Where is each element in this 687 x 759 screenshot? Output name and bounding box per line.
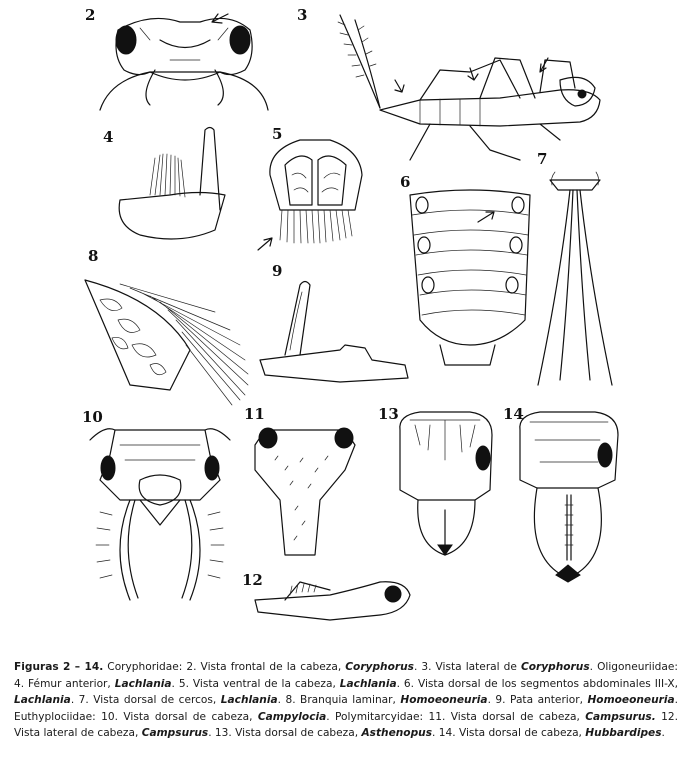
caption-genus-name: Lachlania [114, 677, 172, 690]
caption-text: . 5. Vista ventral de la cabeza, [171, 677, 340, 690]
fig2-frontal-head [100, 14, 268, 110]
caption-genus-name: Asthenopus [361, 727, 433, 739]
caption-text: . Oligoneuriidae: 4. Fémur anterior, [14, 661, 678, 690]
caption-text: . 14. Vista dorsal de cabeza, [432, 727, 586, 739]
fig9-anterior-leg [260, 282, 408, 383]
caption-genus-name: Coryphorus [345, 661, 414, 673]
fig3-lateral-view [338, 15, 600, 160]
caption-genus-name: Lachlania [339, 677, 397, 690]
fig11-dorsal-head [255, 428, 355, 555]
caption-genus-name: Homoeoneuria [587, 694, 675, 706]
caption-text: . 7. Vista dorsal de cercos, [70, 694, 221, 706]
fig8-laminar-gill [85, 280, 248, 405]
fig-number-3: 3 [297, 6, 308, 24]
caption-body [14, 661, 678, 739]
caption-genus-name: Coryphorus [520, 661, 590, 673]
fig12-lateral-head [255, 582, 410, 620]
fig14-dorsal-head [520, 412, 618, 582]
caption-genus-name: Campsurus [141, 727, 209, 739]
fig-number-7: 7 [537, 150, 548, 168]
fig-number-6: 6 [400, 173, 411, 191]
caption-genus-name: Hubbardipes [585, 727, 662, 739]
fig6-abdominal-segments [410, 190, 530, 365]
caption-text: Coryphoridae: 2. Vista frontal de la cabeza, [103, 661, 346, 673]
fig7-cerci [538, 172, 612, 385]
caption-text: . 3. Vista lateral de [413, 661, 521, 673]
figure-caption [14, 659, 678, 742]
caption-genus-name: Campylocia [257, 710, 327, 723]
caption-text: . 13. Vista dorsal de cabeza, [208, 727, 362, 739]
fig-number-13: 13 [378, 405, 399, 423]
fig13-dorsal-head [400, 412, 492, 555]
fig-number-12: 12 [242, 571, 263, 589]
caption-genus-name: Campsurus. [585, 710, 656, 723]
caption-text: . Polymitarcyidae: 11. Vista dorsal de cabeza, [326, 710, 586, 723]
fig-number-2: 2 [85, 6, 96, 24]
fig-number-11: 11 [244, 405, 265, 423]
caption-text: 12. Vista lateral de cabeza, [14, 710, 679, 739]
fig-number-14: 14 [503, 405, 524, 423]
fig4-anterior-femur [119, 128, 225, 240]
caption-genus-name: Lachlania [14, 694, 71, 706]
caption-text: . 8. Branquia laminar, [277, 694, 401, 706]
caption-text: . 6. Vista dorsal de los segmentos abdominales III-X, [396, 677, 679, 690]
fig-number-9: 9 [272, 262, 283, 280]
fig5-ventral-head [258, 140, 362, 250]
fig-number-4: 4 [103, 128, 114, 146]
caption-text: . 9. Pata anterior, [487, 694, 588, 706]
fig10-dorsal-head [90, 429, 230, 600]
caption-text: . Euthyplociidae: 10. Vista dorsal de cabeza, [14, 694, 679, 723]
fig-number-5: 5 [272, 125, 283, 143]
fig-number-8: 8 [88, 247, 99, 265]
caption-genus-name: Lachlania [220, 694, 278, 706]
caption-title: Figuras 2 – 14. [14, 661, 104, 673]
caption-genus-name: Homoeoneuria [400, 694, 488, 706]
caption-text: . [661, 727, 665, 739]
fig-number-10: 10 [82, 408, 103, 426]
